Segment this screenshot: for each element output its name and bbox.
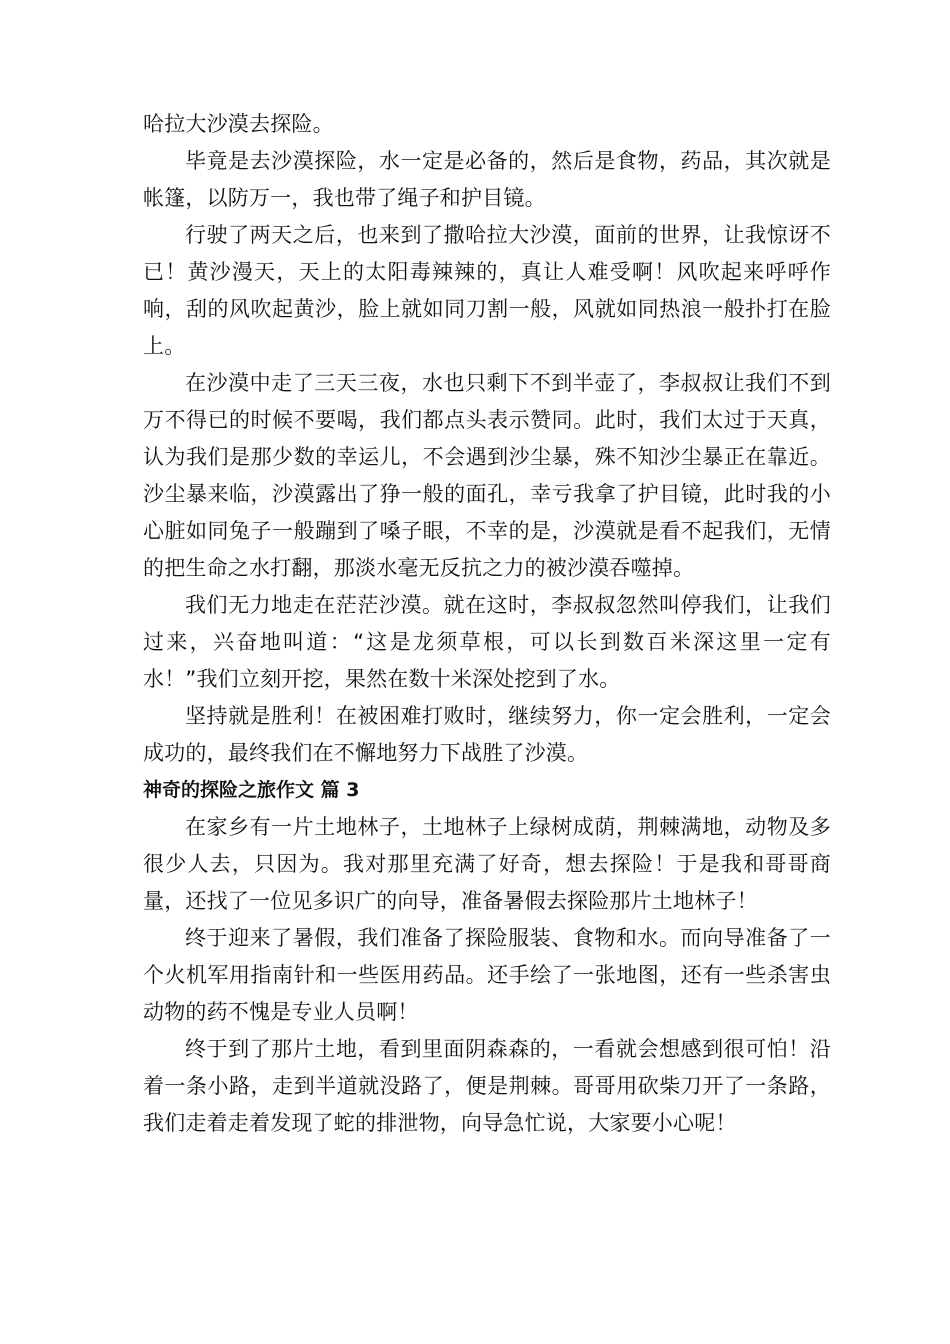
paragraph: 我们无力地走在茫茫沙漠。就在这时，李叔叔忽然叫停我们，让我们过来，兴奋地叫道：“这是龙须草根，可以长到数百米深这里一定有水！”我们立刻开挖，果然在数十米深处挖到了水。 <box>143 593 831 691</box>
paragraph: 终于迎来了暑假，我们准备了探险服装、食物和水。而向导准备了一个火机军用指南针和一些医用药品。还手绘了一张地图，还有一些杀害虫动物的药不愧是专业人员啊！ <box>143 926 831 1024</box>
paragraph: 行驶了两天之后，也来到了撒哈拉大沙漠，面前的世界，让我惊讶不已！黄沙漫天，天上的太阳毒辣辣的，真让人难受啊！风吹起来呼呼作响，刮的风吹起黄沙，脸上就如同刀割一般，风就如同热浪一般扑打在脸上。 <box>143 223 831 358</box>
paragraph: 在沙漠中走了三天三夜，水也只剩下不到半壶了，李叔叔让我们不到万不得已的时候不要喝，我们都点头表示赞同。此时，我们太过于天真，认为我们是那少数的幸运儿，不会遇到沙尘暴，殊不知沙尘暴正在靠近。沙尘暴来临，沙漠露出了狰一般的面孔，幸亏我拿了护目镜，此时我的小心脏如同兔子一般蹦到了嗓子眼，不幸的是，沙漠就是看不起我们，无情的把生命之水打翻，那淡水毫无反抗之力的被沙漠吞噬掉。 <box>143 371 831 580</box>
paragraph: 哈拉大沙漠去探险。 <box>143 112 334 136</box>
paragraph: 在家乡有一片土地林子，土地林子上绿树成荫，荆棘满地，动物及多很少人去，只因为。我对那里充满了好奇，想去探险！于是我和哥哥商量，还找了一位见多识广的向导，准备暑假去探险那片土地林子！ <box>143 815 831 913</box>
document-page <box>143 106 831 1142</box>
paragraph: 终于到了那片土地，看到里面阴森森的，一看就会想感到很可怕！沿着一条小路，走到半道就没路了，便是荆棘。哥哥用砍柴刀开了一条路，我们走着走着发现了蛇的排泄物，向导急忙说，大家要小心呢！ <box>143 1037 831 1135</box>
paragraph: 毕竟是去沙漠探险，水一定是必备的，然后是食物，药品，其次就是帐篷，以防万一，我也带了绳子和护目镜。 <box>143 149 831 210</box>
section-heading: 神奇的探险之旅作文 篇 3 <box>143 779 360 801</box>
paragraph: 坚持就是胜利！在被困难打败时，继续努力，你一定会胜利，一定会成功的，最终我们在不懈地努力下战胜了沙漠。 <box>143 704 831 765</box>
